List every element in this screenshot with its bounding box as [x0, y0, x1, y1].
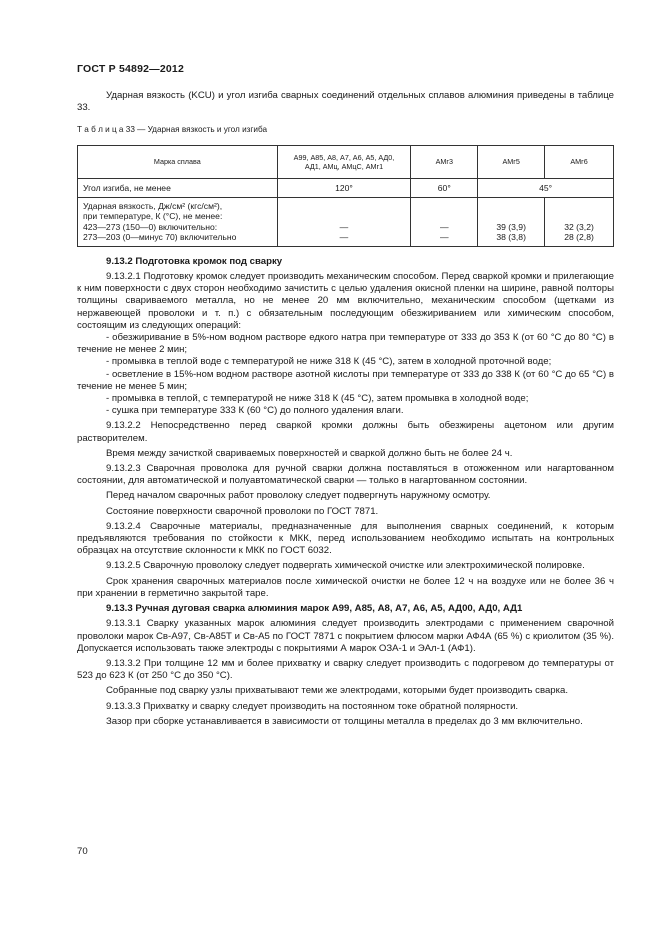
paragraph: Собранные под сварку узлы прихватывают теми же электродами, которыми будет производить сварка.: [106, 685, 569, 697]
list-item: - промывка в теплой, с температурой не ниже 318 К (45 °С), затем промывка в холодной воде;: [106, 393, 529, 405]
standard-header: ГОСТ Р 54892—2012: [77, 63, 185, 75]
impact-pure-b: —: [339, 232, 349, 243]
section-9-13-2-heading: 9.13.2 Подготовка кромок под сварку: [106, 255, 283, 267]
impact-strength-table: [77, 145, 614, 247]
section-9-13-3-heading: 9.13.3 Ручная дуговая сварка алюминия марок А99, А85, А8, А7, А6, А5, АД00, АД0, АД1: [106, 603, 523, 615]
impact-label-line2: при температуре, К (°С), не менее:: [83, 211, 223, 222]
paragraph-9-13-2-3: 9.13.2.3 Сварочная проволока для ручной сварки должна поставляться в отожженном или нагартованном состоянии, для автоматической и полуавтоматической сварки — только в нагартованном состоянии.: [77, 463, 614, 487]
table-row-impact: [78, 197, 614, 246]
impact-amg6-a: 32 (3,2): [564, 221, 594, 232]
bend-angle-label: Угол изгиба, не менее: [78, 178, 278, 197]
paragraph-9-13-3-3: 9.13.3.3 Прихватку и сварку следует производить на постоянном токе обратной полярности.: [106, 700, 519, 712]
table-caption: Т а б л и ц а 33 — Ударная вязкость и угол изгиба: [77, 125, 268, 135]
impact-amg5-b: 38 (3,8): [496, 232, 526, 243]
header-amg6: АМг6: [545, 145, 614, 178]
paragraph: Состояние поверхности сварочной проволоки по ГОСТ 7871.: [106, 505, 379, 517]
header-pure-alloys-line1: А99, А85, А8, А7, А6, А5, АД0,: [293, 152, 395, 162]
paragraph: Перед началом сварочных работ проволоку следует подвергнуть наружному осмотру.: [106, 490, 491, 502]
impact-label-line1: Ударная вязкость, Дж/см² (кгс/см²),: [83, 200, 223, 211]
header-pure-alloys: [277, 145, 411, 178]
paragraph: Срок хранения сварочных материалов после химической очистки не более 12 ч на воздухе или не более 36 ч при хранении в герметично закрытой таре.: [77, 575, 614, 599]
impact-amg6-b: 28 (2,8): [564, 232, 594, 243]
header-amg3: АМг3: [411, 145, 478, 178]
list-item: - промывка в теплой воде с температурой не ниже 318 К (45 °С), затем в холодной проточной воде;: [106, 356, 552, 368]
header-alloy-grade: Марка сплава: [78, 145, 278, 178]
list-item: - осветление в 15%-ном водном растворе азотной кислоты при температуре от 333 до 338 К (от 60 °С до 65 °С) в течение не менее 5 мин;: [77, 368, 614, 392]
impact-amg6: [545, 197, 614, 246]
impact-label-line3: 423—273 (150—0) включительно:: [83, 221, 218, 232]
impact-amg3-b: —: [439, 232, 449, 243]
impact-amg5-a: 39 (3,9): [496, 221, 526, 232]
impact-amg3-a: —: [439, 221, 449, 232]
impact-amg3: [411, 197, 478, 246]
paragraph-9-13-2-1: 9.13.2.1 Подготовку кромок следует производить механическим способом. Перед сваркой кромки и прилегающие к ним поверхности с двух сторон необходимо зачистить с целью удаления окисной пленки на ширине, равной полторы толщины свариваемого металла, но не менее 20 мм включительно, механическим способом (щетками из нержавеющей проволоки и т. п.) с обязательным последующим обезжириванием или химическим способом, состоящим из следующих операций:: [77, 271, 614, 331]
paragraph-9-13-2-2: 9.13.2.2 Непосредственно перед сваркой кромки должны быть обезжирены ацетоном или другим растворителем.: [77, 420, 614, 444]
table-row-bend-angle: [78, 178, 614, 197]
page-number: 70: [77, 846, 88, 857]
list-item: - обезжиривание в 5%-ном водном растворе едкого натра при температуре от 333 до 353 К (от 60 °С до 80 °С) в течение не менее 2 мин;: [77, 332, 614, 356]
paragraph-9-13-3-2: 9.13.3.2 При толщине 12 мм и более прихватку и сварку следует производить с подогревом до температуры от 523 до 623 К (от 250 °С до 350 °С).: [77, 657, 614, 682]
impact-amg5: [478, 197, 545, 246]
paragraph: Время между зачисткой свариваемых поверхностей и сваркой должно быть не более 24 ч.: [106, 447, 513, 459]
paragraph-9-13-2-5: 9.13.2.5 Сварочную проволоку следует подвергать химической очистке или электрохимической полировке.: [106, 560, 585, 572]
table-header-row: [78, 145, 614, 178]
document-body: [77, 90, 614, 728]
header-amg5: АМг5: [478, 145, 545, 178]
intro-paragraph: Ударная вязкость (KCU) и угол изгиба сварных соединений отдельных сплавов алюминия приведены в таблице 33.: [77, 90, 614, 114]
paragraph-9-13-3-1: 9.13.3.1 Сварку указанных марок алюминия следует производить электродами с применением сварочной проволоки марок Св-А97, Св-А85Т и Св-А5 по ГОСТ 7871 с покрытием флюсом марки АФ4А (65 %) с криолитом (35 %). Допускается использовать также электроды с покрытиями А марок ОЗА-1 и ЭАл-1 (АФ1).: [77, 618, 614, 654]
impact-label: [78, 197, 278, 246]
paragraph-9-13-2-4: 9.13.2.4 Сварочные материалы, предназначенные для выполнения сварных соединений, к которым предъявляются требования по стойкости к МКК, перед использованием необходимо испытать на контрольных образцах на отсутствие склонности к МКК по ГОСТ 6032.: [77, 520, 614, 557]
impact-pure: [277, 197, 411, 246]
bend-angle-pure: 120°: [277, 178, 411, 197]
paragraph: Зазор при сборке устанавливается в зависимости от толщины металла в пределах до 3 мм включительно.: [106, 715, 583, 727]
bend-angle-amg3: 60°: [411, 178, 478, 197]
impact-pure-a: —: [339, 221, 349, 232]
list-item: - сушка при температуре 333 К (60 °С) до полного удаления влаги.: [106, 405, 404, 417]
header-pure-alloys-line2: АД1, АМц, АМцС, АМг1: [304, 161, 384, 171]
impact-label-line4: 273—203 (0—минус 70) включительно: [83, 232, 237, 243]
bend-angle-amg5-amg6: 45°: [478, 178, 614, 197]
